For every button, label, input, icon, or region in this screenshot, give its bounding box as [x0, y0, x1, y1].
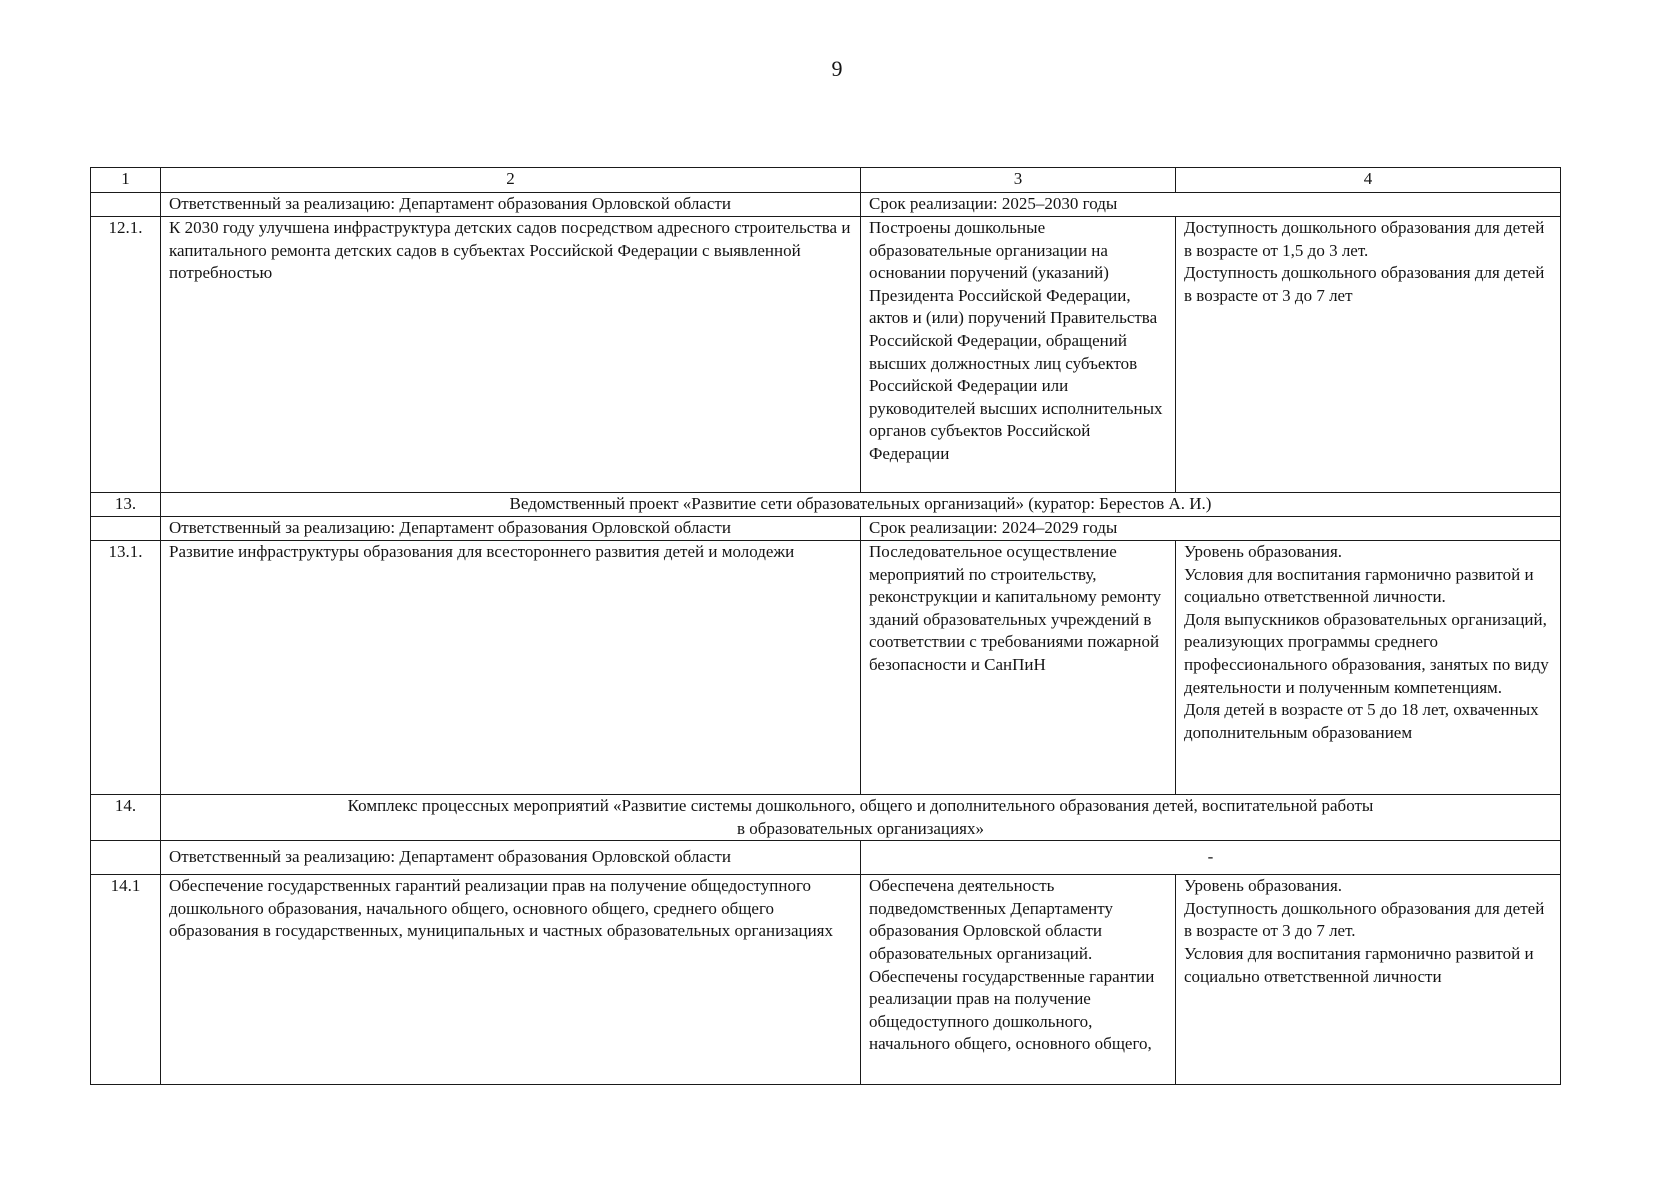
section-title: [161, 795, 1561, 841]
table-row: [91, 875, 1561, 1085]
table-row: [91, 217, 1561, 493]
task-cell: Развитие инфраструктуры образования для всестороннего развития детей и молодежи: [161, 541, 861, 795]
indicator-item: Условия для воспитания гармонично развитой и социально ответственной личности.: [1184, 564, 1534, 607]
section-13-title-row: [91, 493, 1561, 517]
column-number-3: 3: [861, 168, 1176, 193]
empty-cell: [91, 517, 161, 541]
indicator-item: Доступность дошкольного образования для детей в возрасте от 3 до 7 лет.: [1184, 898, 1545, 941]
term-cell: Срок реализации: 2024–2029 годы: [861, 517, 1561, 541]
indicator-item: Уровень образования.: [1184, 876, 1343, 896]
section-title-line: в образовательных организациях»: [737, 818, 984, 838]
program-table: [90, 167, 1561, 1085]
responsible-cell: Ответственный за реализацию: Департамент образования Орловской области: [161, 517, 861, 541]
responsible-cell: Ответственный за реализацию: Департамент образования Орловской области: [161, 193, 861, 217]
section-title: Ведомственный проект «Развитие сети образовательных организаций» (куратор: Берестов А. И.): [161, 493, 1561, 517]
column-number-2: 2: [161, 168, 861, 193]
column-number-1: 1: [91, 168, 161, 193]
term-cell: -: [861, 841, 1561, 875]
task-cell: Обеспечение государственных гарантий реализации прав на получение общедоступного дошкольного образования, начального общего, основного общего, среднего общего образования в государственных, муниципальных и частных образовательных организациях: [161, 875, 861, 1085]
section-number: 13.: [91, 493, 161, 517]
page-number: 9: [831, 56, 843, 81]
column-number-row: [91, 168, 1561, 193]
indicator-item: Доступность дошкольного образования для детей в возрасте от 3 до 7 лет: [1184, 263, 1545, 305]
section-number: 14.: [91, 795, 161, 841]
column-number-4: 4: [1176, 168, 1561, 193]
effects-cell: Обеспечена деятельность подведомственных Департаменту образования Орловской области образовательных организаций. Обеспечены государственные гарантии реализации прав на получение общедоступного дошкольного, начального общего, основного общего,: [861, 875, 1176, 1085]
row-number: 14.1: [91, 875, 161, 1085]
section-title-line: Комплекс процессных мероприятий «Развитие системы дошкольного, общего и дополнительного образования детей, воспитательной работы: [347, 796, 1374, 815]
section-13-responsible-row: [91, 517, 1561, 541]
indicator-item: Доля выпускников образовательных организаций, реализующих программы среднего профессионального образования, занятых по виду деятельности и полученным компетенциям.: [1184, 609, 1549, 697]
effects-cell: Построены дошкольные образовательные организации на основании поручений (указаний) Президента Российской Федерации, актов и (или) поручений Правительства Российской Федерации, обращений высших должностных лиц субъектов Российской Федерации или руководителей высших исполнительных органов субъектов Российской Федерации: [861, 217, 1176, 493]
indicators-cell: [1176, 541, 1561, 795]
responsible-cell: Ответственный за реализацию: Департамент образования Орловской области: [161, 841, 861, 875]
indicator-item: Доля детей в возрасте от 5 до 18 лет, охваченных дополнительным образованием: [1184, 700, 1539, 742]
effects-cell: Последовательное осуществление мероприятий по строительству, реконструкции и капитальному ремонту зданий образовательных учреждений в соответствии с требованиями пожарной безопасности и СанПиН: [861, 541, 1176, 795]
indicator-item: Доступность дошкольного образования для детей в возрасте от 1,5 до 3 лет.: [1184, 218, 1545, 260]
indicator-item: Уровень образования.: [1184, 542, 1343, 561]
row-number: 12.1.: [91, 217, 161, 493]
empty-cell: [91, 841, 161, 875]
empty-cell: [91, 193, 161, 217]
section-14-title-row: [91, 795, 1561, 841]
row-number: 13.1.: [91, 541, 161, 795]
indicators-cell: [1176, 217, 1561, 493]
indicator-item: Условия для воспитания гармонично развитой и социально ответственной личности: [1184, 943, 1534, 986]
table-row: [91, 541, 1561, 795]
section-12-responsible-row: [91, 193, 1561, 217]
section-14-responsible-row: [91, 841, 1561, 875]
task-cell: К 2030 году улучшена инфраструктура детских садов посредством адресного строительства и капитального ремонта детских садов в субъектах Российской Федерации с выявленной потребностью: [161, 217, 861, 493]
term-cell: Срок реализации: 2025–2030 годы: [861, 193, 1561, 217]
indicators-cell: [1176, 875, 1561, 1085]
